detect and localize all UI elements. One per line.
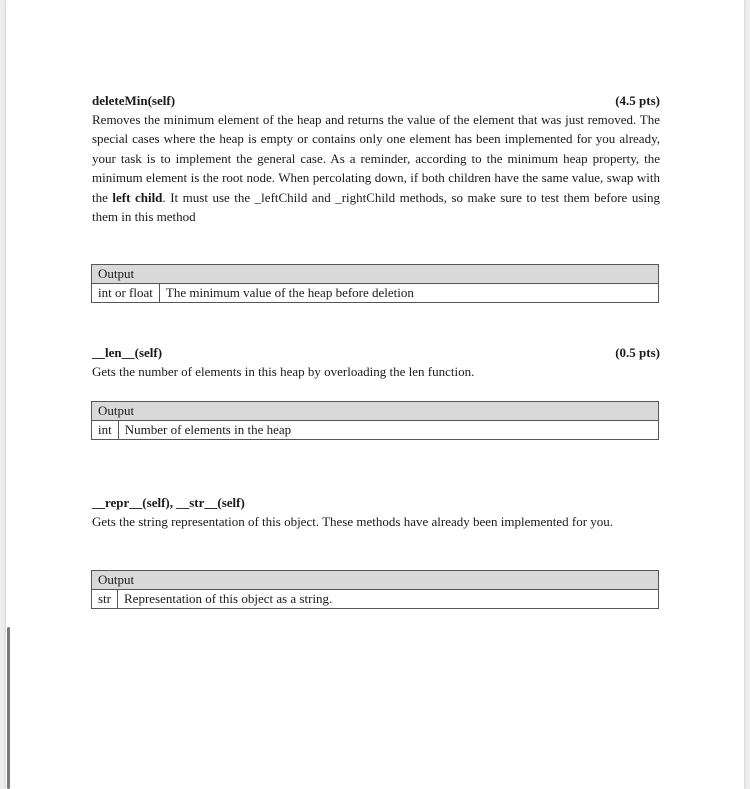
- section-heading-row: [92, 344, 660, 362]
- method-signature: __len__(self): [92, 345, 163, 360]
- section-heading-row: [92, 92, 660, 110]
- table-row: [92, 590, 659, 609]
- method-description: [92, 110, 660, 226]
- description-text-end: . It must use the _leftChild and _rightChild methods, so make sure to test them before using them in this method: [92, 189, 660, 225]
- output-type-cell: str: [92, 590, 118, 609]
- table-header-cell: Output: [92, 402, 659, 421]
- output-table-deletemin: [91, 264, 659, 303]
- table-header-cell: Output: [92, 571, 659, 590]
- output-description-cell: The minimum value of the heap before deletion: [159, 284, 658, 303]
- method-signature: __repr__(self), __str__(self): [92, 495, 245, 510]
- output-description-cell: Representation of this object as a string.: [118, 590, 659, 609]
- description-text: Removes the minimum element of the heap and returns the value of the element that was just removed. The special cases where the heap is empty or contains only one element has been implemented for you already, your task is to implement the general case. As a reminder, according to the minimum heap property, the minimum element is the root node. When percolating down, if both children have the same value, swap with the: [92, 112, 660, 205]
- description-bold-text: left child: [112, 189, 163, 205]
- table-row: [92, 284, 659, 303]
- output-description-cell: Number of elements in the heap: [118, 421, 658, 440]
- table-header-row: [92, 571, 659, 590]
- section-heading-row: [92, 494, 660, 512]
- points-label: (0.5 pts): [615, 345, 660, 360]
- table-header-row: [92, 402, 659, 421]
- table-row: [92, 421, 659, 440]
- output-table-repr: [91, 570, 659, 609]
- output-type-cell: int: [92, 421, 119, 440]
- table-header-row: [92, 265, 659, 284]
- table-header-cell: Output: [92, 265, 659, 284]
- points-label: (4.5 pts): [615, 93, 660, 108]
- section-deletemin: [92, 92, 660, 226]
- method-description: Gets the number of elements in this heap by overloading the len function.: [92, 364, 475, 379]
- output-type-cell: int or float: [92, 284, 160, 303]
- vertical-scrollbar[interactable]: [7, 627, 10, 789]
- method-signature: deleteMin(self): [92, 93, 176, 108]
- section-repr-str: [92, 494, 660, 531]
- method-description: Gets the string representation of this object. These methods have already been implemented for you.: [92, 514, 614, 529]
- output-table-len: [91, 401, 659, 440]
- section-len: [92, 344, 660, 381]
